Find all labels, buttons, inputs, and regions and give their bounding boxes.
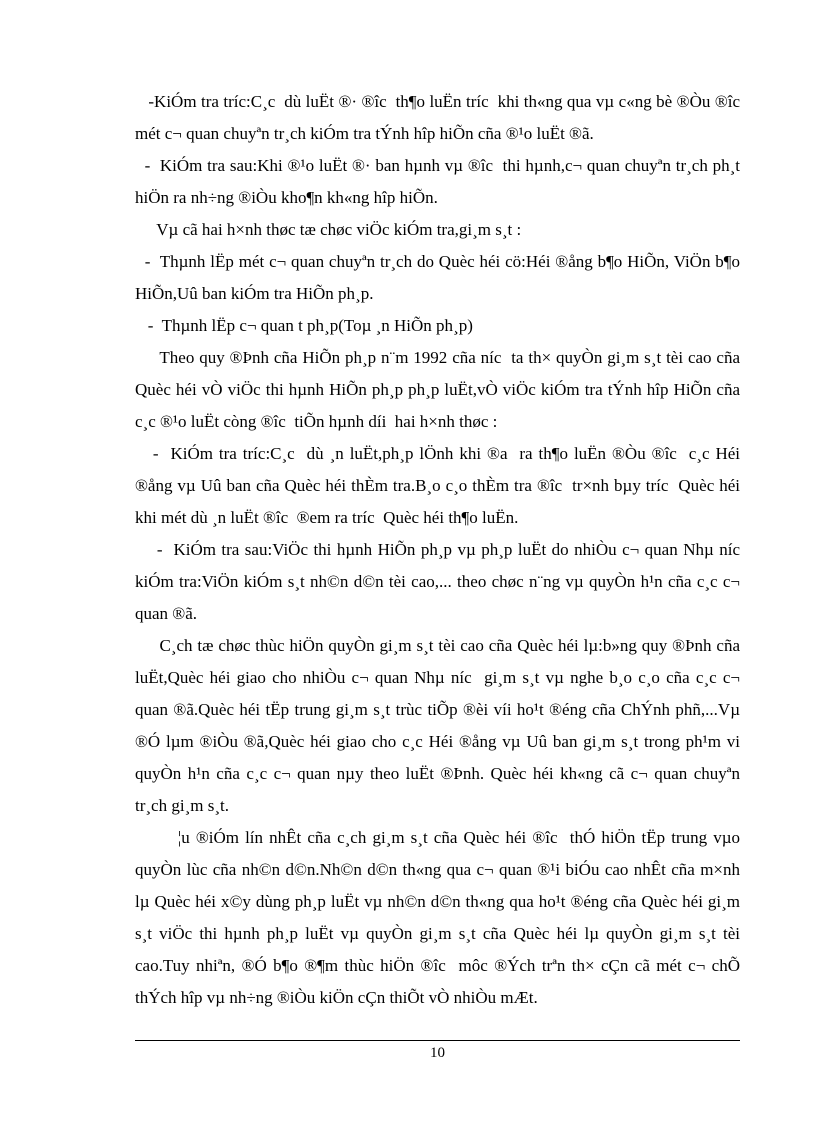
paragraph-text: Thµnh lËp c¬ quan t ph¸p(Toµ ¸n HiÕn ph¸p) [161,316,473,335]
paragraph-text: ¦u ®iÓm lín nhÊt cña c¸ch gi¸m s¸t cña Quèc héi ®îc thÓ hiÖn tËp trung vµo quyÒn lùc cña nh©n d©n.Nh©n d©n th«ng qua c¬ quan ®¹i biÓu cao nhÊt cña m×nh lµ Quèc héi x©y dùng ph¸p luËt vµ nh©n d©n th«ng qua ho¹t ®éng cña Quèc héi gi¸m s¸t viÖc thi hµnh ph¸p luËt vµ quyÒn gi¸m s¸t cña Quèc héi lµ quyÒn gi¸m s¸t tèi cao.Tuy nhiªn, ®Ó b¶o ®¶m thùc hiÖn ®îc môc ®Ých trªn th× cÇn cã mét c¬ chÕ thÝch hîp vµ nh÷ng ®iÒu kiÖn cÇn thiÕt vÒ nhiÒu mÆt. [135,828,745,1007]
paragraph-text: KiÓm tra sau:ViÖc thi hµnh HiÕn ph¸p vµ ph¸p luËt do nhiÒu c¬ quan Nhµ níc kiÓm tra:ViÖn kiÓm s¸t nh©n d©n tèi cao,... theo chøc n¨ng vµ quyÒn h¹n cña c¸c c¬ quan ®ã. [135,540,749,623]
paragraph-text: KiÓm tra tríc:C¸c dù ¸n luËt,ph¸p lÖnh khi ®a ra th¶o luËn ®Òu ®îc c¸c Héi ®ång vµ Uû ban cña Quèc héi thÈm tra.B¸o c¸o thÈm tra ®îc tr×nh bµy tríc Quèc héi khi mét dù ¸n luËt ®îc ®em ra tríc Quèc héi th¶o luËn. [135,444,745,527]
paragraph [135,438,745,534]
paragraph-indent [135,220,156,239]
paragraph [135,534,749,630]
paragraph [135,822,745,1014]
body-text [135,86,749,1014]
paragraph-text: C¸ch tæ chøc thùc hiÖn quyÒn gi¸m s¸t tèi cao cña Quèc héi lµ:b»ng quy ®Þnh cña luËt,Quèc héi giao cho nhiÒu c¬ quan Nhµ níc gi¸m s¸t vµ nghe b¸o c¸o cña c¸c c¬ quan ®ã.Quèc héi tËp trung gi¸m s¸t trùc tiÕp ®èi víi ho¹t ®éng cña ChÝnh phñ,...Vµ ®Ó lµm ®iÒu ®ã,Quèc héi giao cho c¸c Héi ®ång vµ Uû ban gi¸m s¸t trong ph¹m vi quyÒn h¹n cña c¸c c¬ quan nµy theo luËt ®Þnh. Quèc héi kh«ng cã c¬ quan chuyªn tr¸ch gi¸m s¸t. [135,636,745,815]
paragraph [135,630,745,822]
paragraph [135,246,745,310]
paragraph-text: KiÓm tra tríc:C¸c dù luËt ®· ®îc th¶o luËn tríc khi th«ng qua vµ c«ng bè ®Òu ®îc mét c¬ quan chuyªn tr¸ch kiÓm tra tÝnh hîp hiÕn cña ®¹o luËt ®ã. [135,92,749,143]
paragraph [135,150,745,214]
paragraph-indent: - [135,92,155,111]
paragraph [135,342,745,438]
paragraph-indent [135,636,159,655]
paragraph [135,214,740,246]
paragraph-indent [135,348,159,367]
paragraph [135,310,740,342]
paragraph-text: KiÓm tra sau:Khi ®¹o luËt ®· ban hµnh vµ ®îc thi hµnh,c¬ quan chuyªn tr¸ch ph¸t hiÖn ra nh÷ng ®iÒu kho¶n kh«ng hîp hiÕn. [135,156,745,207]
paragraph-indent: - [135,540,174,559]
page-number: 10 [430,1045,445,1061]
paragraph-indent: - [135,316,162,335]
paragraph [135,86,749,150]
paragraph-text: Thµnh lËp mét c¬ quan chuyªn tr¸ch do Quèc héi cö:Héi ®ång b¶o HiÕn, ViÖn b¶o HiÕn,Uû ban kiÓm tra HiÕn ph¸p. [135,252,745,303]
paragraph-indent [135,828,178,847]
paragraph-text: Vµ cã hai h×nh thøc tæ chøc viÖc kiÓm tra,gi¸m s¸t : [156,220,522,239]
paragraph-text: Theo quy ®Þnh cña HiÕn ph¸p n¨m 1992 cña níc ta th× quyÒn gi¸m s¸t tèi cao cña Quèc héi vÒ viÖc thi hµnh HiÕn ph¸p ph¸p luËt,vÒ viÖc kiÓm tra tÝnh hîp HiÕn cña c¸c ®¹o luËt còng ®îc tiÕn hµnh díi hai h×nh thøc : [135,348,745,431]
footer-divider [135,1040,740,1041]
paragraph-indent: - [135,156,160,175]
paragraph-indent: - [135,252,160,271]
paragraph-indent: - [135,444,171,463]
